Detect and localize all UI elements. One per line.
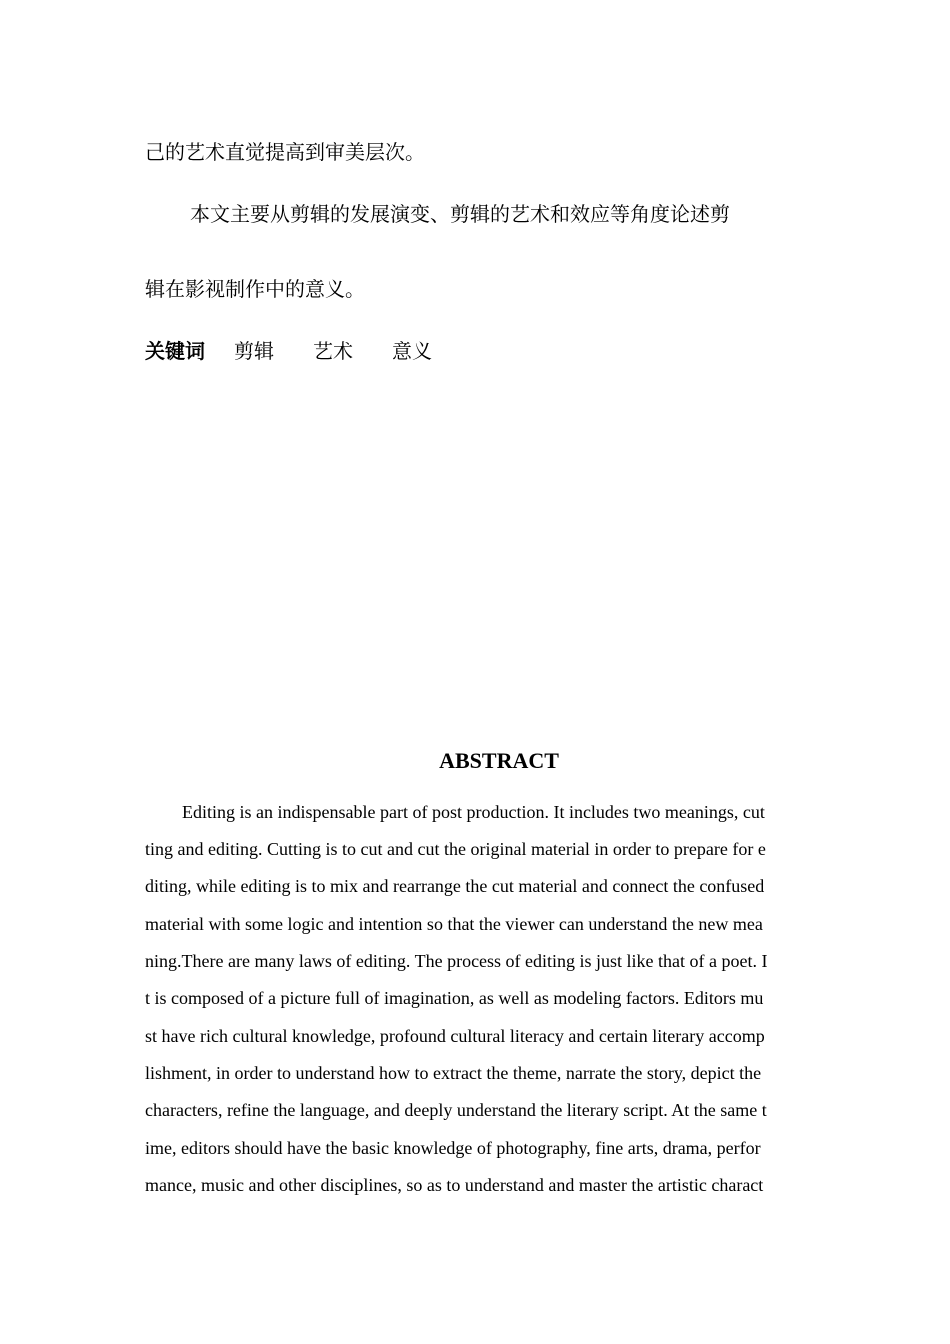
chinese-abstract-line: 辑在影视制作中的意义。 bbox=[145, 277, 365, 301]
abstract-line: lishment, in order to understand how to extract the theme, narrate the story, depict the bbox=[145, 1063, 762, 1083]
abstract-line: Editing is an indispensable part of post production. It includes two meanings, cut bbox=[182, 802, 765, 822]
keyword-item: 艺术 bbox=[313, 339, 353, 363]
abstract-title: ABSTRACT bbox=[439, 748, 559, 773]
abstract-line: ting and editing. Cutting is to cut and cut the original material in order to prepare for e bbox=[145, 839, 766, 859]
chinese-abstract-line: 本文主要从剪辑的发展演变、剪辑的艺术和效应等角度论述剪 bbox=[190, 202, 730, 226]
abstract-line: mance, music and other disciplines, so as to understand and master the artistic charact bbox=[145, 1175, 764, 1195]
abstract-line: material with some logic and intention so that the viewer can understand the new mea bbox=[145, 914, 763, 934]
abstract-line: ime, editors should have the basic knowledge of photography, fine arts, drama, perfor bbox=[145, 1138, 761, 1158]
chinese-abstract-line: 己的艺术直觉提高到审美层次。 bbox=[145, 140, 425, 164]
abstract-line: st have rich cultural knowledge, profound cultural literacy and certain literary accomp bbox=[145, 1026, 765, 1046]
keyword-item: 剪辑 bbox=[234, 339, 274, 363]
abstract-line: characters, refine the language, and deeply understand the literary script. At the same t bbox=[145, 1100, 767, 1120]
abstract-line: ning.There are many laws of editing. The process of editing is just like that of a poet. I bbox=[145, 951, 768, 971]
keywords-row bbox=[145, 339, 466, 364]
keyword-item: 意义 bbox=[392, 339, 432, 363]
abstract-line: diting, while editing is to mix and rearrange the cut material and connect the confused bbox=[145, 876, 765, 896]
keywords-label: 关键词 bbox=[145, 339, 205, 363]
abstract-line: t is composed of a picture full of imagination, as well as modeling factors. Editors mu bbox=[145, 988, 764, 1008]
